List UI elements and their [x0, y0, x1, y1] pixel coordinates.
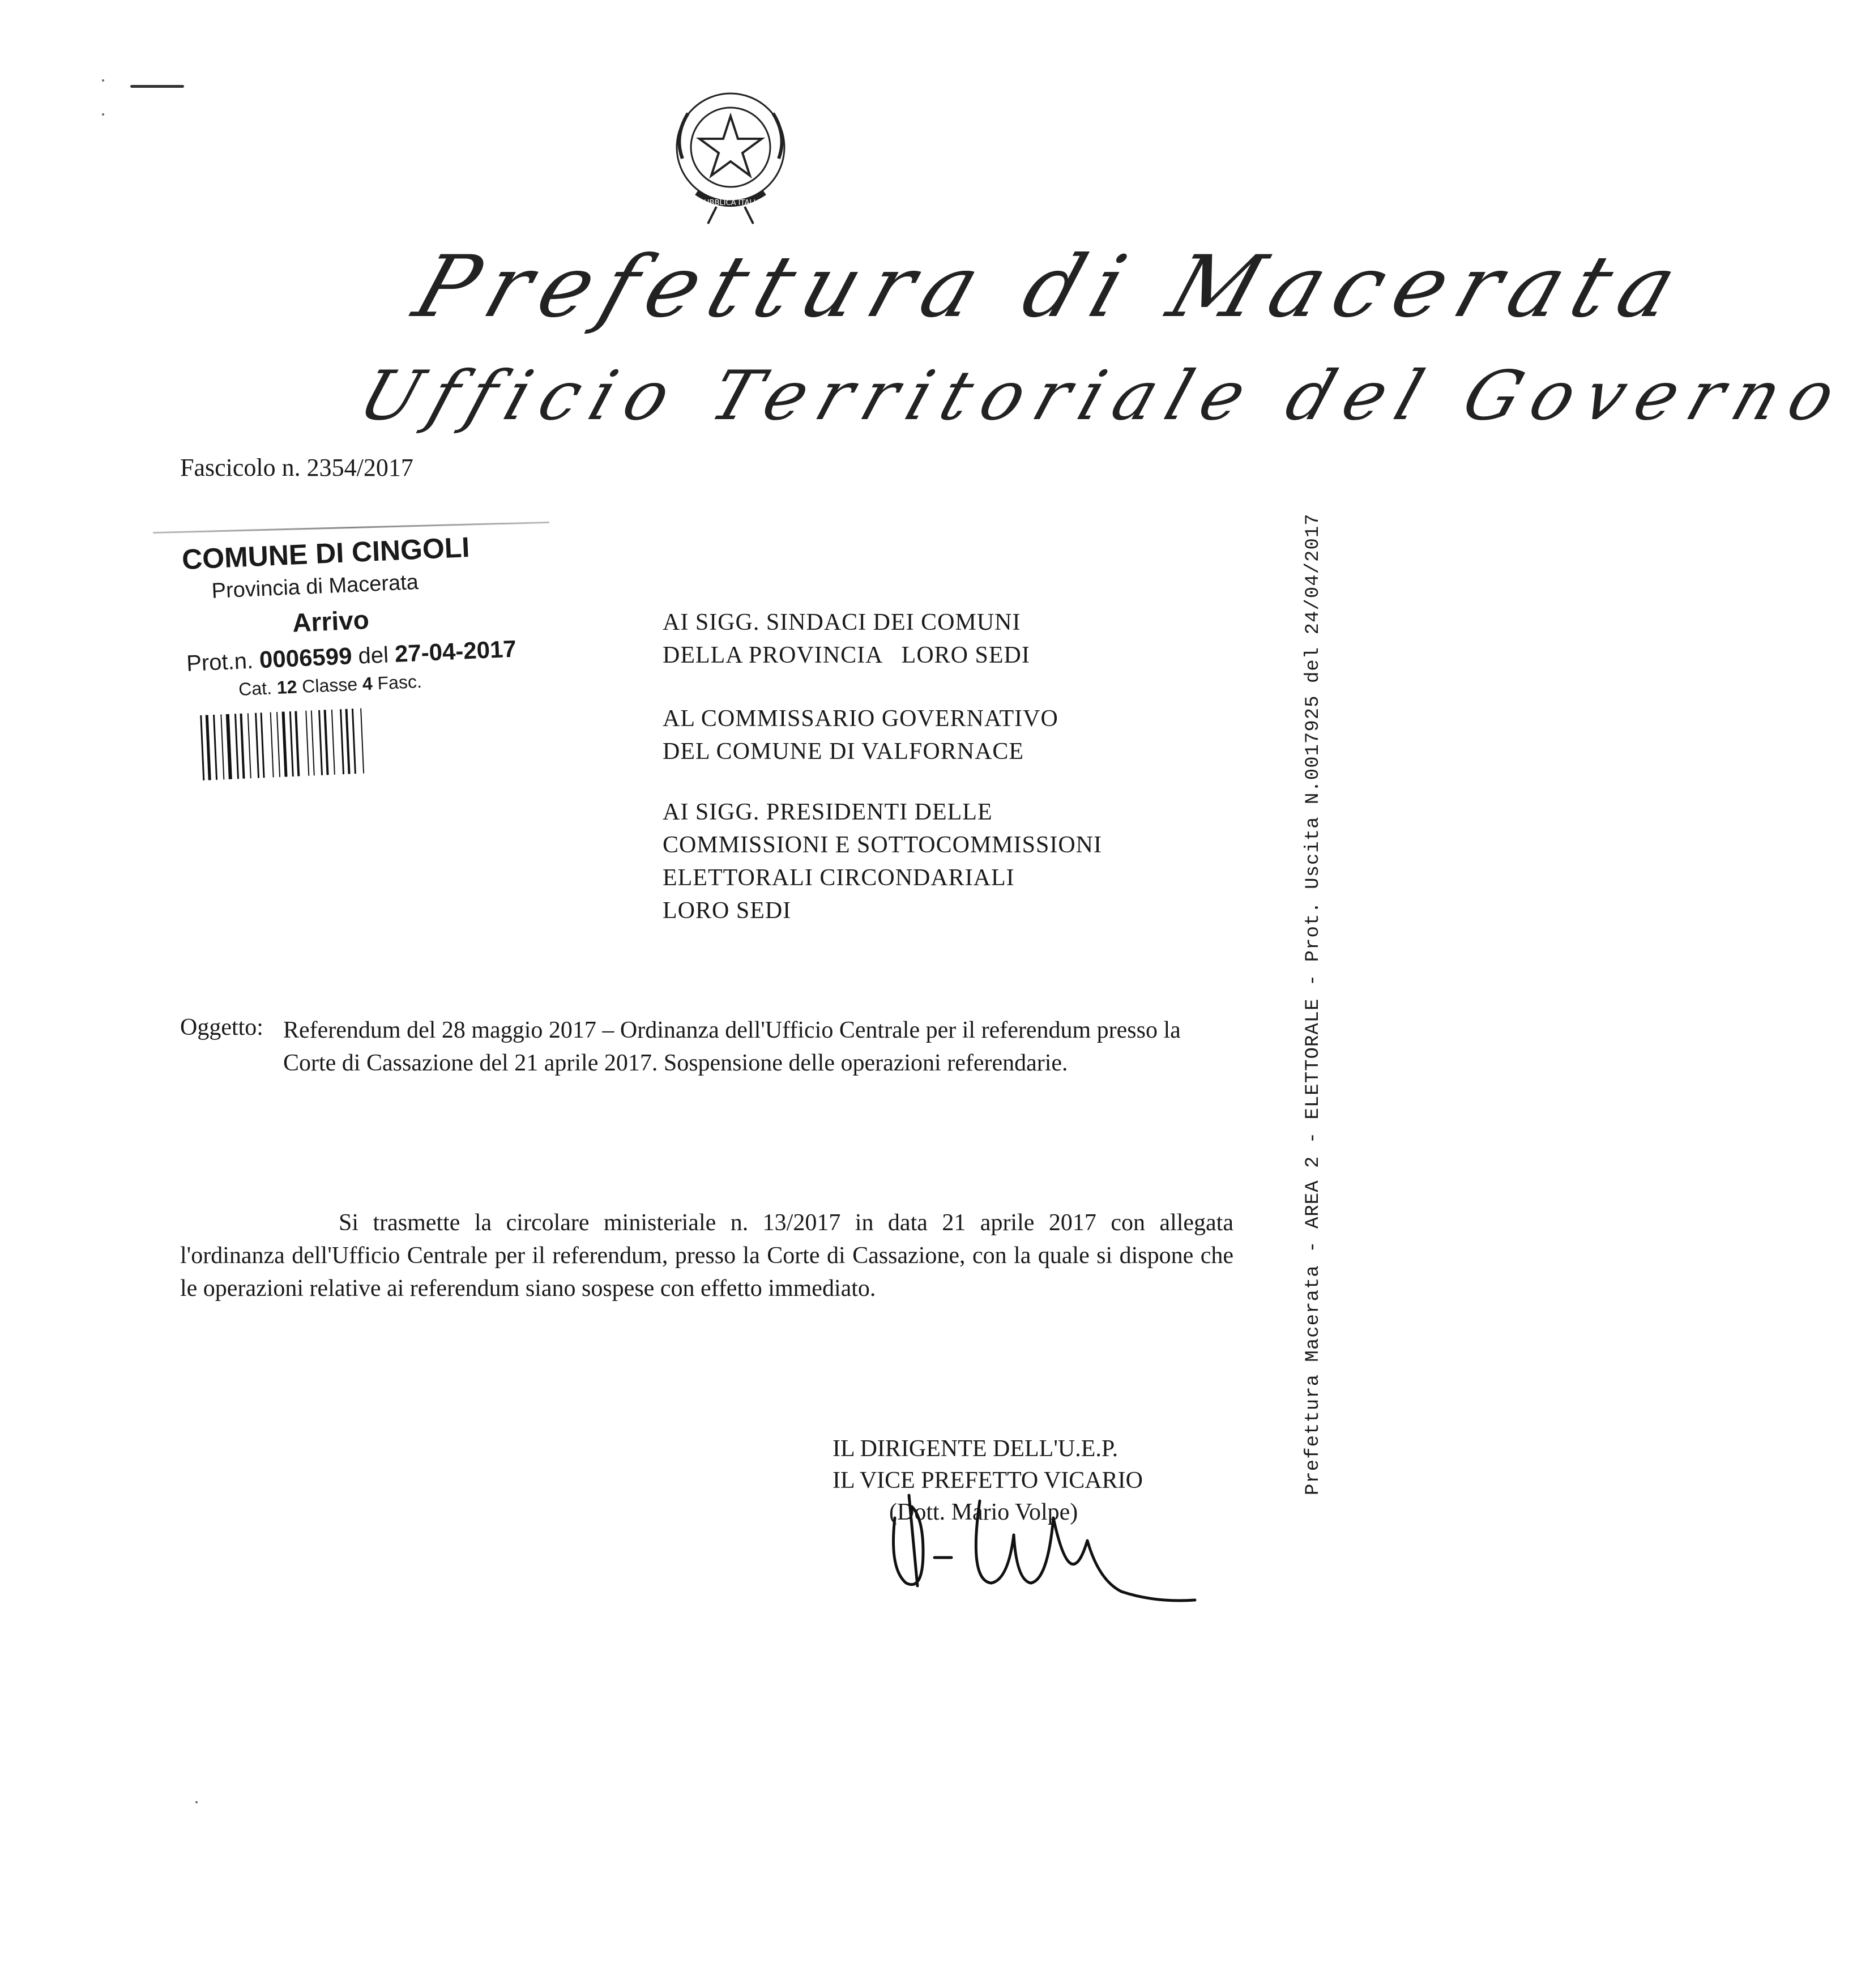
- barcode-bar: [340, 709, 344, 774]
- recipient-block: [663, 606, 1030, 672]
- stamp-classe: 4: [362, 673, 373, 694]
- recipient-line: DELLA PROVINCIA LORO SEDI: [663, 642, 1030, 668]
- barcode-bar: [255, 713, 259, 778]
- scan-dot: [102, 113, 104, 116]
- stamp-cat: 12: [276, 676, 298, 698]
- stamp-del-label: del: [357, 642, 389, 669]
- recipient-block: [663, 796, 1102, 927]
- barcode-bar: [276, 712, 280, 777]
- recipient-line: DEL COMUNE DI VALFORNACE: [663, 739, 1024, 765]
- recipient-line: LORO SEDI: [663, 898, 792, 924]
- barcode-bar: [234, 714, 239, 779]
- scan-dot: [102, 79, 104, 82]
- recipient-block: [663, 702, 1058, 768]
- barcode-bar: [200, 715, 204, 780]
- barcode-bar: [331, 710, 335, 775]
- barcode-bar: [261, 713, 265, 778]
- stamp-fasc-label: Fasc.: [377, 671, 422, 694]
- barcode-bar: [352, 709, 356, 774]
- stamp-classe-label: Classe: [301, 673, 358, 697]
- recipient-line: AI SIGG. PRESIDENTI DELLE: [663, 799, 993, 825]
- stamp-divider: [153, 522, 549, 534]
- barcode-bar: [294, 711, 300, 776]
- handwritten-signature-icon: [883, 1484, 1201, 1614]
- barcode-bar: [305, 711, 309, 776]
- subject-text: Referendum del 28 maggio 2017 – Ordinanza dell'Ufficio Centrale per il referendum presso la Corte di Cassazione del 21 aprile 2017. Sospensione delle operazioni referendarie.: [283, 1017, 1181, 1076]
- arrival-stamp: [170, 526, 566, 699]
- stamp-prot-label: Prot.n.: [186, 648, 254, 676]
- recipient-line: AL COMMISSARIO GOVERNATIVO: [663, 706, 1058, 732]
- fascicolo-number: Fascicolo n. 2354/2017: [180, 454, 413, 481]
- barcode-bar: [240, 714, 245, 779]
- stamp-date: 27-04-2017: [394, 635, 517, 667]
- stamp-classification: [238, 671, 422, 700]
- barcode-bar: [345, 709, 351, 774]
- barcode-bar: [226, 714, 232, 779]
- side-protocol-stamp: Prefettura Macerata - AREA 2 - ELETTORALE - Prot. Uscita N.0017925 del 24/04/2017: [1303, 513, 1324, 1495]
- header-title: Prefettura di Macerata: [403, 238, 1701, 336]
- body-paragraph: Si trasmette la circolare ministeriale n. 13/2017 in data 21 aprile 2017 con allegata l'ordinanza dell'Ufficio Centrale per il referendum, presso la Corte di Cassazione, con la quale si dispone che le operazioni relative ai referendum siano sospese con effetto immediato.: [180, 1210, 1233, 1302]
- stamp-protocol: [186, 635, 517, 677]
- barcode-bar: [282, 711, 288, 777]
- barcode-bar: [247, 713, 251, 778]
- repubblica-italiana-emblem-icon: [663, 85, 799, 227]
- recipient-line: COMMISSIONI E SOTTOCOMMISSIONI: [663, 832, 1102, 858]
- scan-mark: [130, 85, 184, 88]
- barcode-bar: [311, 710, 315, 775]
- barcode-icon: [200, 703, 486, 780]
- barcode-bar: [324, 710, 329, 775]
- stamp-status: Arrivo: [292, 604, 370, 638]
- scan-dot: [195, 1801, 198, 1803]
- signature-role: IL VICE PREFETTO VICARIO: [833, 1467, 1143, 1494]
- signature-role: IL DIRIGENTE DELL'U.E.P.: [833, 1436, 1119, 1462]
- subject-label: Oggetto:: [180, 1014, 263, 1040]
- barcode-bar: [360, 709, 364, 774]
- barcode-bar: [220, 714, 224, 779]
- stamp-comune: COMUNE DI CINGOLI: [181, 531, 471, 576]
- recipient-line: AI SIGG. SINDACI DEI COMUNI: [663, 609, 1021, 635]
- barcode-bar: [318, 710, 323, 775]
- signature-name: (Dott. Mario Volpe): [889, 1499, 1078, 1525]
- barcode-bar: [206, 715, 211, 780]
- barcode-bar: [270, 712, 274, 777]
- stamp-cat-label: Cat.: [238, 677, 272, 699]
- stamp-prot-number: 0006599: [259, 642, 353, 673]
- stamp-provincia: Provincia di Macerata: [211, 570, 419, 603]
- barcode-bar: [289, 711, 294, 777]
- recipient-line: ELETTORALI CIRCONDARIALI: [663, 865, 1015, 891]
- barcode-bar: [213, 715, 217, 780]
- header-subtitle: Ufficio Territoriale del Governo: [349, 357, 1857, 436]
- svg-text:REPUBBLICA ITALIANA: REPUBBLICA ITALIANA: [690, 199, 771, 207]
